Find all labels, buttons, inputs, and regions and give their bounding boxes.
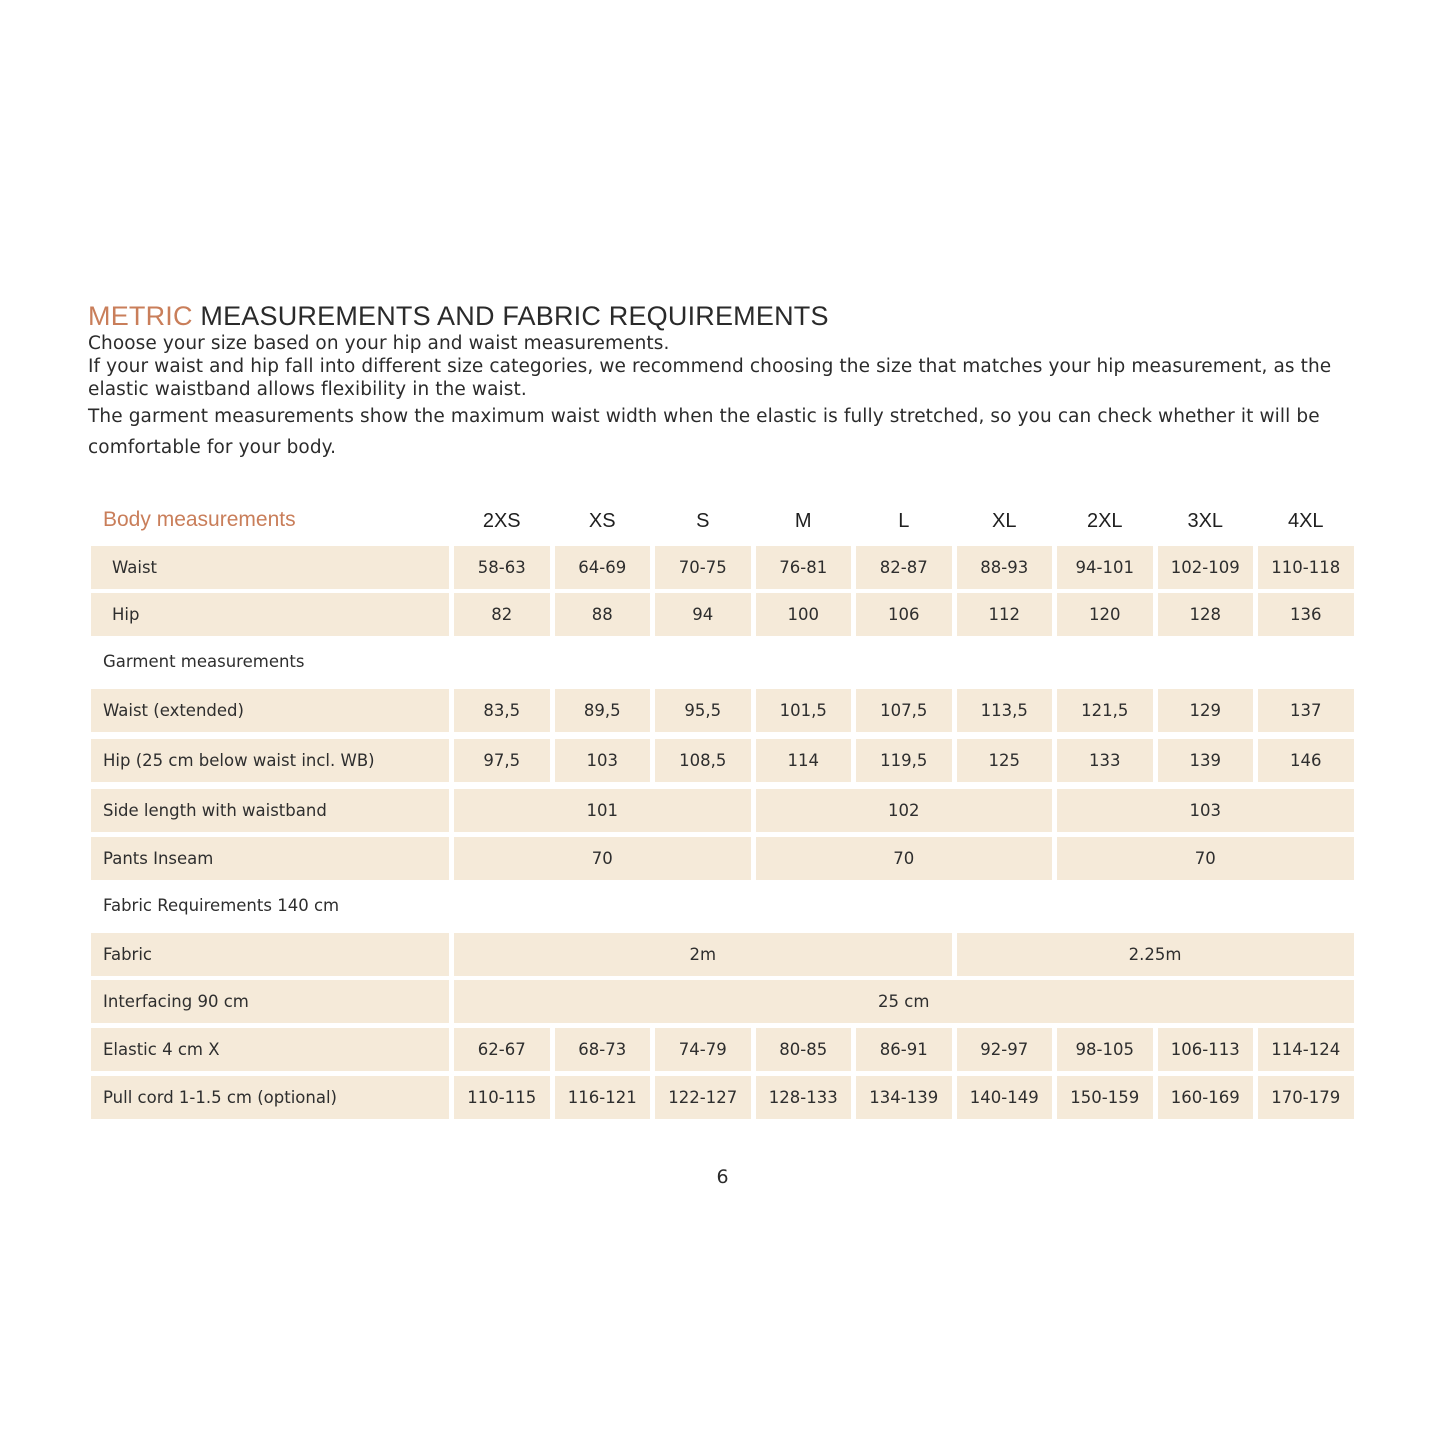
table-cell: 62-67: [454, 1028, 550, 1071]
table-cell: 128-133: [756, 1076, 852, 1119]
table-cell: 121,5: [1057, 689, 1153, 732]
table-cell: 140-149: [957, 1076, 1053, 1119]
row-label: Pants Inseam: [91, 837, 449, 880]
table-cell: 25 cm: [454, 980, 1354, 1023]
table-cell: 2m: [454, 933, 952, 976]
table-cell: 110-118: [1258, 546, 1354, 589]
table-cell: 150-159: [1057, 1076, 1153, 1119]
size-header-m: M: [794, 509, 812, 532]
row-label: Elastic 4 cm X: [91, 1028, 449, 1071]
size-header-2xs: 2XS: [482, 509, 521, 532]
table-cell: 128: [1158, 593, 1254, 636]
row-label: Interfacing 90 cm: [91, 980, 449, 1023]
row-label: Hip (25 cm below waist incl. WB): [91, 739, 449, 782]
table-cell: 80-85: [756, 1028, 852, 1071]
table-cell: 160-169: [1158, 1076, 1254, 1119]
table-cell: 101: [454, 789, 751, 832]
table-cell: 88: [555, 593, 651, 636]
table-cell: 70-75: [655, 546, 751, 589]
size-header-4xl: 4XL: [1287, 509, 1324, 532]
row-label: Pull cord 1-1.5 cm (optional): [91, 1076, 449, 1119]
table-cell: 106-113: [1158, 1028, 1254, 1071]
table-cell: 70: [756, 837, 1053, 880]
table-cell: 64-69: [555, 546, 651, 589]
table-cell: 70: [454, 837, 751, 880]
size-header-2xl: 2XL: [1086, 509, 1123, 532]
title-rest: MEASUREMENTS AND FABRIC REQUIREMENTS: [192, 301, 829, 331]
table-cell: 2.25m: [957, 933, 1354, 976]
row-label: Waist: [91, 546, 449, 589]
table-cell: 102: [756, 789, 1053, 832]
table-cell: 83,5: [454, 689, 550, 732]
table-cell: 68-73: [555, 1028, 651, 1071]
table-cell: 70: [1057, 837, 1354, 880]
row-label: Hip: [91, 593, 449, 636]
section-title-body-measurements: Body measurements: [103, 508, 296, 531]
section-subhead: Fabric Requirements 140 cm: [103, 896, 340, 915]
table-cell: 170-179: [1258, 1076, 1354, 1119]
table-cell: 103: [1057, 789, 1354, 832]
size-header-s: S: [696, 509, 710, 532]
table-cell: 122-127: [655, 1076, 751, 1119]
table-cell: 74-79: [655, 1028, 751, 1071]
table-cell: 134-139: [856, 1076, 952, 1119]
table-cell: 120: [1057, 593, 1153, 636]
table-cell: 86-91: [856, 1028, 952, 1071]
intro-paragraph: Choose your size based on your hip and waist measurements.: [88, 333, 670, 354]
table-cell: 106: [856, 593, 952, 636]
section-subhead: Garment measurements: [103, 652, 305, 671]
table-cell: 107,5: [856, 689, 952, 732]
table-cell: 82-87: [856, 546, 952, 589]
table-cell: 112: [957, 593, 1053, 636]
table-cell: 119,5: [856, 739, 952, 782]
table-cell: 82: [454, 593, 550, 636]
table-cell: 110-115: [454, 1076, 550, 1119]
table-cell: 137: [1258, 689, 1354, 732]
table-cell: 129: [1158, 689, 1254, 732]
row-label: Side length with waistband: [91, 789, 449, 832]
table-cell: 116-121: [555, 1076, 651, 1119]
table-cell: 95,5: [655, 689, 751, 732]
page-number: 6: [716, 1166, 729, 1188]
intro-paragraph: If your waist and hip fall into different size categories, we recommend choosing the size that matches your hip measurement, as the elastic waistband allows flexibility in the waist.: [88, 356, 1332, 400]
table-cell: 139: [1158, 739, 1254, 782]
table-cell: 94: [655, 593, 751, 636]
table-cell: 146: [1258, 739, 1354, 782]
table-cell: 125: [957, 739, 1053, 782]
row-label: Waist (extended): [91, 689, 449, 732]
table-cell: 58-63: [454, 546, 550, 589]
size-header-xl: XL: [992, 509, 1017, 532]
table-cell: 92-97: [957, 1028, 1053, 1071]
table-cell: 97,5: [454, 739, 550, 782]
table-cell: 101,5: [756, 689, 852, 732]
table-cell: 89,5: [555, 689, 651, 732]
table-cell: 98-105: [1057, 1028, 1153, 1071]
table-cell: 94-101: [1057, 546, 1153, 589]
size-header-xs: XS: [588, 509, 616, 532]
table-cell: 88-93: [957, 546, 1053, 589]
intro-paragraph: The garment measurements show the maximum waist width when the elastic is fully stretched, so you can check whether it will be comfortable for your body.: [88, 406, 1320, 458]
table-cell: 133: [1057, 739, 1153, 782]
table-cell: 100: [756, 593, 852, 636]
table-cell: 108,5: [655, 739, 751, 782]
table-cell: 76-81: [756, 546, 852, 589]
row-label: Fabric: [91, 933, 449, 976]
table-cell: 102-109: [1158, 546, 1254, 589]
table-cell: 103: [555, 739, 651, 782]
size-header-l: L: [898, 509, 910, 532]
table-cell: 113,5: [957, 689, 1053, 732]
table-cell: 114-124: [1258, 1028, 1354, 1071]
size-header-3xl: 3XL: [1187, 509, 1224, 532]
title-accent: METRIC: [88, 301, 193, 331]
table-cell: 114: [756, 739, 852, 782]
table-cell: 136: [1258, 593, 1354, 636]
